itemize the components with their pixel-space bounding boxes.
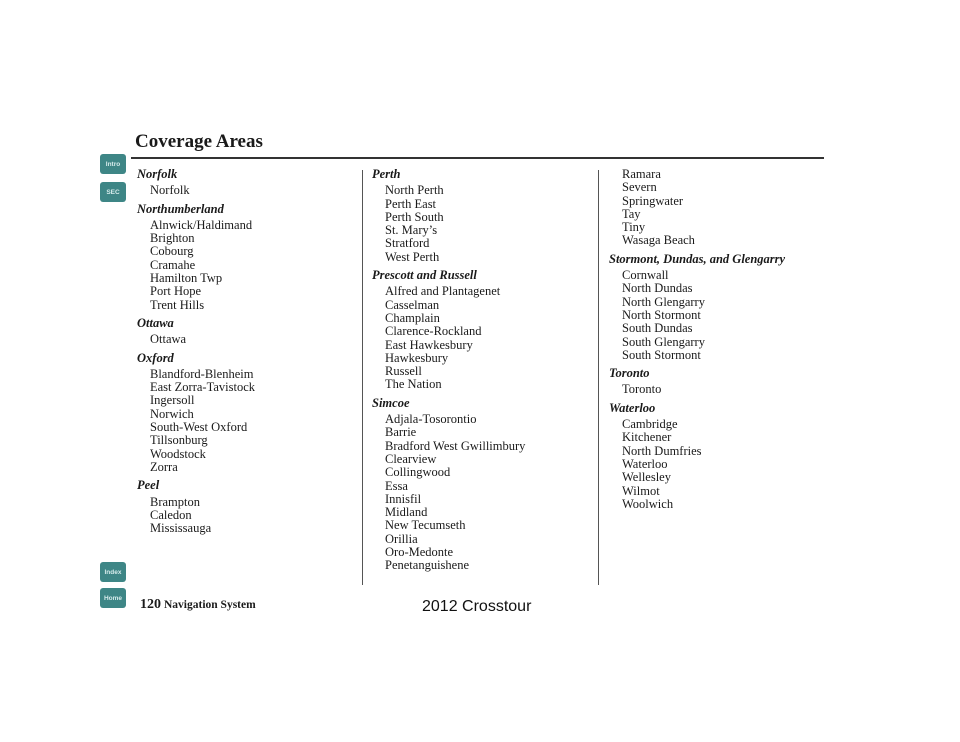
region-name: Northumberland (137, 201, 224, 216)
region-name: Toronto (609, 366, 650, 381)
region-name: Stormont, Dundas, and Glengarry (609, 251, 786, 266)
town-name: North Perth (385, 183, 444, 198)
town-name: Brampton (150, 494, 200, 509)
town-name: South Glengarry (622, 334, 705, 349)
town-name: Zorra (150, 459, 178, 474)
coverage-column-1 (137, 168, 255, 540)
region-name: Oxford (137, 350, 174, 365)
coverage-column-3 (609, 168, 785, 516)
region-name: Ottawa (137, 315, 174, 330)
region-block (609, 253, 785, 362)
town-name: Cambridge (622, 417, 678, 432)
town-name: East Hawkesbury (385, 337, 473, 352)
town-name: North Dumfries (622, 443, 702, 458)
region-block (609, 402, 785, 511)
town-name: East Zorra-Tavistock (150, 380, 255, 395)
town-name: New Tecumseth (385, 518, 466, 533)
town-name: Essa (385, 478, 408, 493)
town-name: North Glengarry (622, 294, 705, 309)
region-name: Perth (372, 167, 401, 181)
town-name: Perth East (385, 196, 437, 211)
column-divider (598, 170, 599, 585)
town-name: Springwater (622, 193, 684, 208)
index-tab[interactable]: Index (100, 562, 126, 582)
region-block (372, 269, 525, 392)
town-name: Alnwick/Haldimand (150, 217, 253, 232)
town-name: Port Hope (150, 284, 202, 299)
town-name: Adjala-Tosorontio (385, 412, 477, 427)
town-name: West Perth (385, 249, 440, 264)
town-name: Wasaga Beach (622, 233, 695, 248)
town-name: North Stormont (622, 307, 701, 322)
region-block (372, 397, 525, 573)
watermark: 2012 Crosstour (422, 598, 532, 615)
region-block (137, 479, 255, 535)
region-block (137, 317, 255, 347)
town-name: South Dundas (622, 321, 693, 336)
town-name: South-West Oxford (150, 420, 248, 435)
sec-tab[interactable]: SEC (100, 182, 126, 202)
town-name: Ingersoll (150, 393, 195, 408)
town-name: The Nation (385, 377, 442, 392)
town-name: Casselman (385, 297, 440, 312)
town-name: Trent Hills (150, 297, 205, 312)
region-name: Prescott and Russell (372, 268, 477, 283)
town-name: Wellesley (622, 470, 671, 485)
town-name: Norfolk (150, 183, 190, 198)
region-name: Norfolk (137, 167, 178, 181)
town-name: Ramara (622, 167, 661, 181)
town-name: Russell (385, 364, 422, 379)
town-name: South Stormont (622, 347, 701, 362)
town-name: Champlain (385, 310, 440, 325)
town-name: Clearview (385, 451, 437, 466)
town-name: Clarence-Rockland (385, 324, 482, 339)
town-name: Tillsonburg (150, 433, 208, 448)
town-name: Hawkesbury (385, 350, 449, 365)
region-block (372, 168, 525, 264)
town-name: St. Mary’s (385, 223, 438, 238)
town-name: Midland (385, 505, 428, 520)
town-name: Collingwood (385, 465, 451, 480)
coverage-column-2 (372, 168, 525, 578)
town-name: Mississauga (150, 521, 212, 536)
town-name: Toronto (622, 382, 662, 397)
town-name: Blandford-Blenheim (150, 366, 254, 381)
town-name: Bradford West Gwillimbury (385, 438, 526, 453)
town-name: Innisfil (385, 491, 422, 506)
town-name: Caledon (150, 507, 192, 522)
town-name: Woolwich (622, 496, 674, 511)
town-name: Norwich (150, 406, 194, 421)
town-name: Penetanguishene (385, 558, 470, 573)
town-name: Ottawa (150, 332, 187, 347)
region-block (609, 168, 785, 248)
town-name: Cornwall (622, 268, 669, 283)
region-block (137, 203, 255, 312)
region-block (137, 352, 255, 475)
town-name: Waterloo (622, 456, 668, 471)
town-name: North Dundas (622, 281, 693, 296)
town-name: Oro-Medonte (385, 545, 454, 560)
region-name: Peel (137, 478, 160, 493)
town-name: Woodstock (150, 446, 206, 461)
region-name: Simcoe (372, 395, 410, 410)
page-title: Coverage Areas (135, 131, 263, 152)
town-name: Barrie (385, 425, 417, 440)
town-name: Perth South (385, 209, 444, 224)
town-name: Tay (622, 206, 641, 221)
town-name: Tiny (622, 220, 646, 235)
town-name: Hamilton Twp (150, 271, 223, 286)
town-name: Alfred and Plantagenet (385, 284, 501, 299)
page-number: 120 (140, 597, 161, 612)
home-tab[interactable]: Home (100, 588, 126, 608)
town-name: Severn (622, 180, 657, 195)
region-name: Waterloo (609, 400, 656, 415)
region-block (609, 367, 785, 397)
title-rule (131, 157, 824, 159)
region-block (137, 168, 255, 198)
town-name: Stratford (385, 236, 430, 251)
intro-tab[interactable]: Intro (100, 154, 126, 174)
town-name: Cobourg (150, 244, 194, 259)
column-divider (362, 170, 363, 585)
town-name: Kitchener (622, 430, 672, 445)
section-name: Navigation System (164, 599, 256, 611)
town-name: Orillia (385, 531, 418, 546)
town-name: Cramahe (150, 257, 196, 272)
town-name: Brighton (150, 231, 195, 246)
town-name: Wilmot (622, 483, 660, 498)
